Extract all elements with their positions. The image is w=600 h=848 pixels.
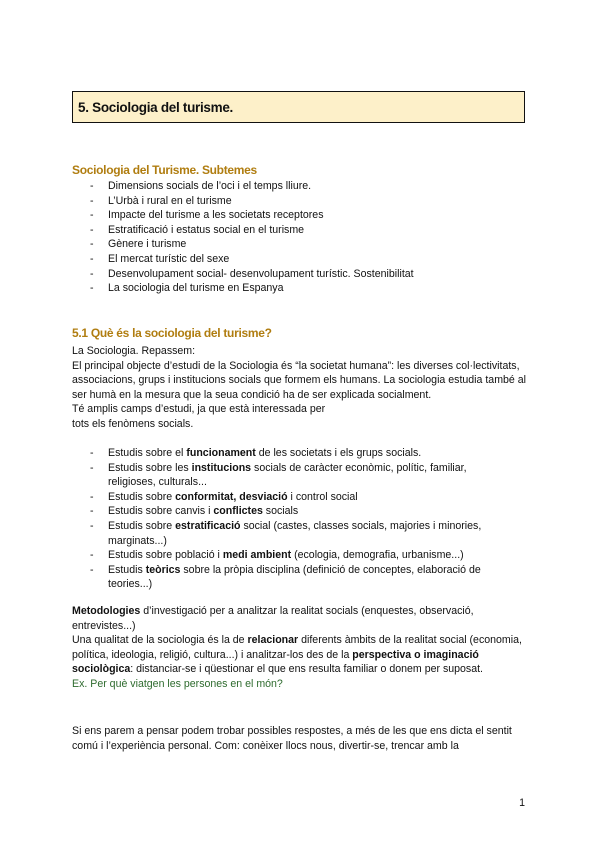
intro-line: La Sociologia. Repassem: <box>72 345 196 357</box>
list-item: - L’Urbà i rural en el turisme <box>90 194 510 209</box>
list-item: - El mercat turístic del sexe <box>90 252 510 267</box>
list-item: - Estudis sobre canvis i conflictes socials <box>90 504 510 519</box>
list-item: - Estudis sobre conformitat, desviació i control social <box>90 490 510 505</box>
subtemes-list <box>90 179 510 296</box>
list-item: - Estudis teòrics sobre la pròpia disciplina (definició de conceptes, elaboració de teories...) <box>90 563 510 592</box>
subtemes-heading: Sociologia del Turisme. Subtemes <box>72 163 257 177</box>
list-item: - Estudis sobre les institucions socials de caràcter econòmic, polític, familiar, religioses, culturals... <box>90 461 510 490</box>
metodologies-text: Metodologies d’investigació per a analitzar la realitat socials (enquestes, observació, entrevistes...) <box>72 605 474 632</box>
metodologies-paragraph <box>72 604 528 692</box>
list-item: - Desenvolupament social- desenvolupament turístic. Sostenibilitat <box>90 267 510 282</box>
intro-paragraph <box>72 344 528 432</box>
qualitat-text: Una qualitat de la sociologia és la de relacionar diferents àmbits de la realitat social (economia, política, ideologia, religió, cultura...) i analitzar-los des de la perspectiva o imaginació sociològica: distanciar-se i qüestionar el que ens resulta familiar o donem per suposat. <box>72 634 522 676</box>
list-item: - La sociologia del turisme en Espanya <box>90 281 510 296</box>
list-item: - Estudis sobre el funcionament de les societats i els grups socials. <box>90 446 510 461</box>
example-question: Ex. Per què viatgen les persones en el món? <box>72 677 283 690</box>
list-item: - Estratificació i estatus social en el turisme <box>90 223 510 238</box>
section-title-box <box>72 91 525 123</box>
list-item: - Dimensions socials de l’oci i el temps lliure. <box>90 179 510 194</box>
intro-line: El principal objecte d’estudi de la Sociologia és “la societat humana”: les diverses col·lectivitats, associacions, grups i institucions socials que formem els humans. La sociologia estudia també al ser humà en la mesura que la seua condició ha de ser explicada socialment. <box>72 359 526 401</box>
final-paragraph: Si ens parem a pensar podem trobar possibles respostes, a més de les que ens dicta el sentit comú i l’experiència personal. Com: conèixer llocs nous, divertir-se, trencar amb la <box>72 725 512 752</box>
list-item: - Estudis sobre població i medi ambient (ecologia, demografia, urbanisme...) <box>90 548 510 563</box>
section-title: 5. Sociologia del turisme. <box>78 99 233 115</box>
list-item: - Estudis sobre estratificació social (castes, classes socials, majories i minories, marginats...) <box>90 519 510 548</box>
list-item: - Impacte del turisme a les societats receptores <box>90 208 510 223</box>
intro-line: Té amplis camps d’estudi, ja que està interessada per tots els fenòmens socials. <box>72 403 326 430</box>
section-5-1-heading: 5.1 Què és la sociologia del turisme? <box>72 326 272 340</box>
page-number: 1 <box>519 797 525 809</box>
list-item: - Gènere i turisme <box>90 237 510 252</box>
estudis-list <box>90 446 510 592</box>
